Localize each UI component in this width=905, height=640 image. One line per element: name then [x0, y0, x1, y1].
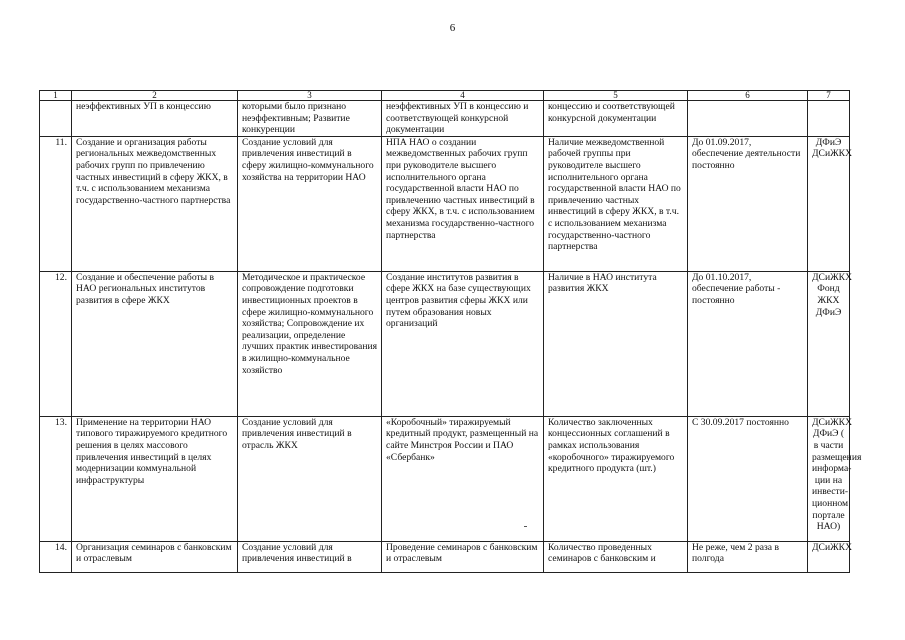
column-header: 1 — [40, 91, 72, 101]
responsible-cell: ДФиЭ ДСиЖКХ — [808, 136, 850, 271]
column-header: 6 — [688, 91, 808, 101]
measure-cell: Создание и организация работы региональных межведомственных рабочих групп по привлечению частных инвестиций в сферу ЖКХ, в т.ч. с использованием механизма государственно-частного партнерства — [72, 136, 238, 271]
column-header: 3 — [238, 91, 382, 101]
column-header: 2 — [72, 91, 238, 101]
indicator-cell: Количество заключенных концессионных соглашений в рамках использования «коробочного» тиражируемого кредитного продукта (шт.) — [544, 416, 688, 541]
indicator-cell: концессию и соответствующей конкурсной документации — [544, 101, 688, 137]
table-header-row — [40, 91, 850, 101]
column-header: 7 — [808, 91, 850, 101]
responsible-cell: ДСиЖКХ ДФиЭ ( в части размещения информа-ции на инвести-ционном портале НАО) — [808, 416, 850, 541]
result-cell: НПА НАО о создании межведомственных рабочих групп при руководителе высшего исполнительного органа государственной власти НАО по привлечению частных инвестиций в сферу ЖКХ, в т.ч. с использованием механизма государственно-частного партнерства — [382, 136, 544, 271]
deadline-cell: Не реже, чем 2 раза в полгода — [688, 541, 808, 572]
row-number-cell: 11. — [40, 136, 72, 271]
goal-cell: которыми было признано неэффективным; Развитие конкуренции — [238, 101, 382, 137]
scan-speck — [524, 526, 527, 527]
table-row — [40, 541, 850, 572]
deadline-cell: С 30.09.2017 постоянно — [688, 416, 808, 541]
indicator-cell: Наличие в НАО института развития ЖКХ — [544, 271, 688, 416]
goal-cell: Создание условий для привлечения инвестиций в — [238, 541, 382, 572]
measure-cell: Создание и обеспечение работы в НАО региональных институтов развития в сфере ЖКХ — [72, 271, 238, 416]
responsible-cell — [808, 101, 850, 137]
indicator-cell: Количество проведенных семинаров с банковским и — [544, 541, 688, 572]
table-row — [40, 416, 850, 541]
activity-plan-table — [39, 90, 862, 573]
indicator-cell: Наличие межведомственной рабочей группы при руководителе высшего исполнительного органа государственной власти НАО по привлечению частных инвестиций в сферу ЖКХ, в т.ч. с использованием механизма государственно-частного партнерства — [544, 136, 688, 271]
measure-cell: неэффективных УП в концессию — [72, 101, 238, 137]
column-header: 4 — [382, 91, 544, 101]
responsible-cell: ДСиЖКХ — [808, 541, 850, 572]
measure-cell: Применение на территории НАО типового тиражируемого кредитного решения в целях массового привлечения инвестиций в целях модернизации коммунальной инфраструктуры — [72, 416, 238, 541]
deadline-cell: До 01.10.2017, обеспечение работы - постоянно — [688, 271, 808, 416]
table-row — [40, 101, 850, 137]
measure-cell: Организация семинаров с банковским и отраслевым — [72, 541, 238, 572]
row-number-cell: 12. — [40, 271, 72, 416]
result-cell: Создание институтов развития в сфере ЖКХ на базе существующих центров развития сферы ЖКХ или путем образования новых организаций — [382, 271, 544, 416]
column-header: 5 — [544, 91, 688, 101]
table-row — [40, 136, 850, 271]
responsible-cell: ДСиЖКХ Фонд ЖКХ ДФиЭ — [808, 271, 850, 416]
row-number-cell: 14. — [40, 541, 72, 572]
deadline-cell: До 01.09.2017, обеспечение деятельности постоянно — [688, 136, 808, 271]
result-cell: Проведение семинаров с банковским и отраслевым — [382, 541, 544, 572]
goal-cell: Методическое и практическое сопровождение подготовки инвестиционных проектов в сфере жилищно-коммунального хозяйства; Сопровождение их реализации, определение лучших практик инвестирования в жилищно-коммунальное хозяйство — [238, 271, 382, 416]
result-cell: «Коробочный» тиражируемый кредитный продукт, размещенный на сайте Минстроя России и ПАО «Сбербанк» — [382, 416, 544, 541]
row-number-cell: 13. — [40, 416, 72, 541]
row-number-cell — [40, 101, 72, 137]
goal-cell: Создание условий для привлечения инвестиций в сферу жилищно-коммунального хозяйства на территории НАО — [238, 136, 382, 271]
result-cell: неэффективных УП в концессию и соответствующей конкурсной документации — [382, 101, 544, 137]
deadline-cell — [688, 101, 808, 137]
page-number: 6 — [449, 22, 456, 34]
goal-cell: Создание условий для привлечения инвестиций в отрасль ЖКХ — [238, 416, 382, 541]
table-row — [40, 271, 850, 416]
